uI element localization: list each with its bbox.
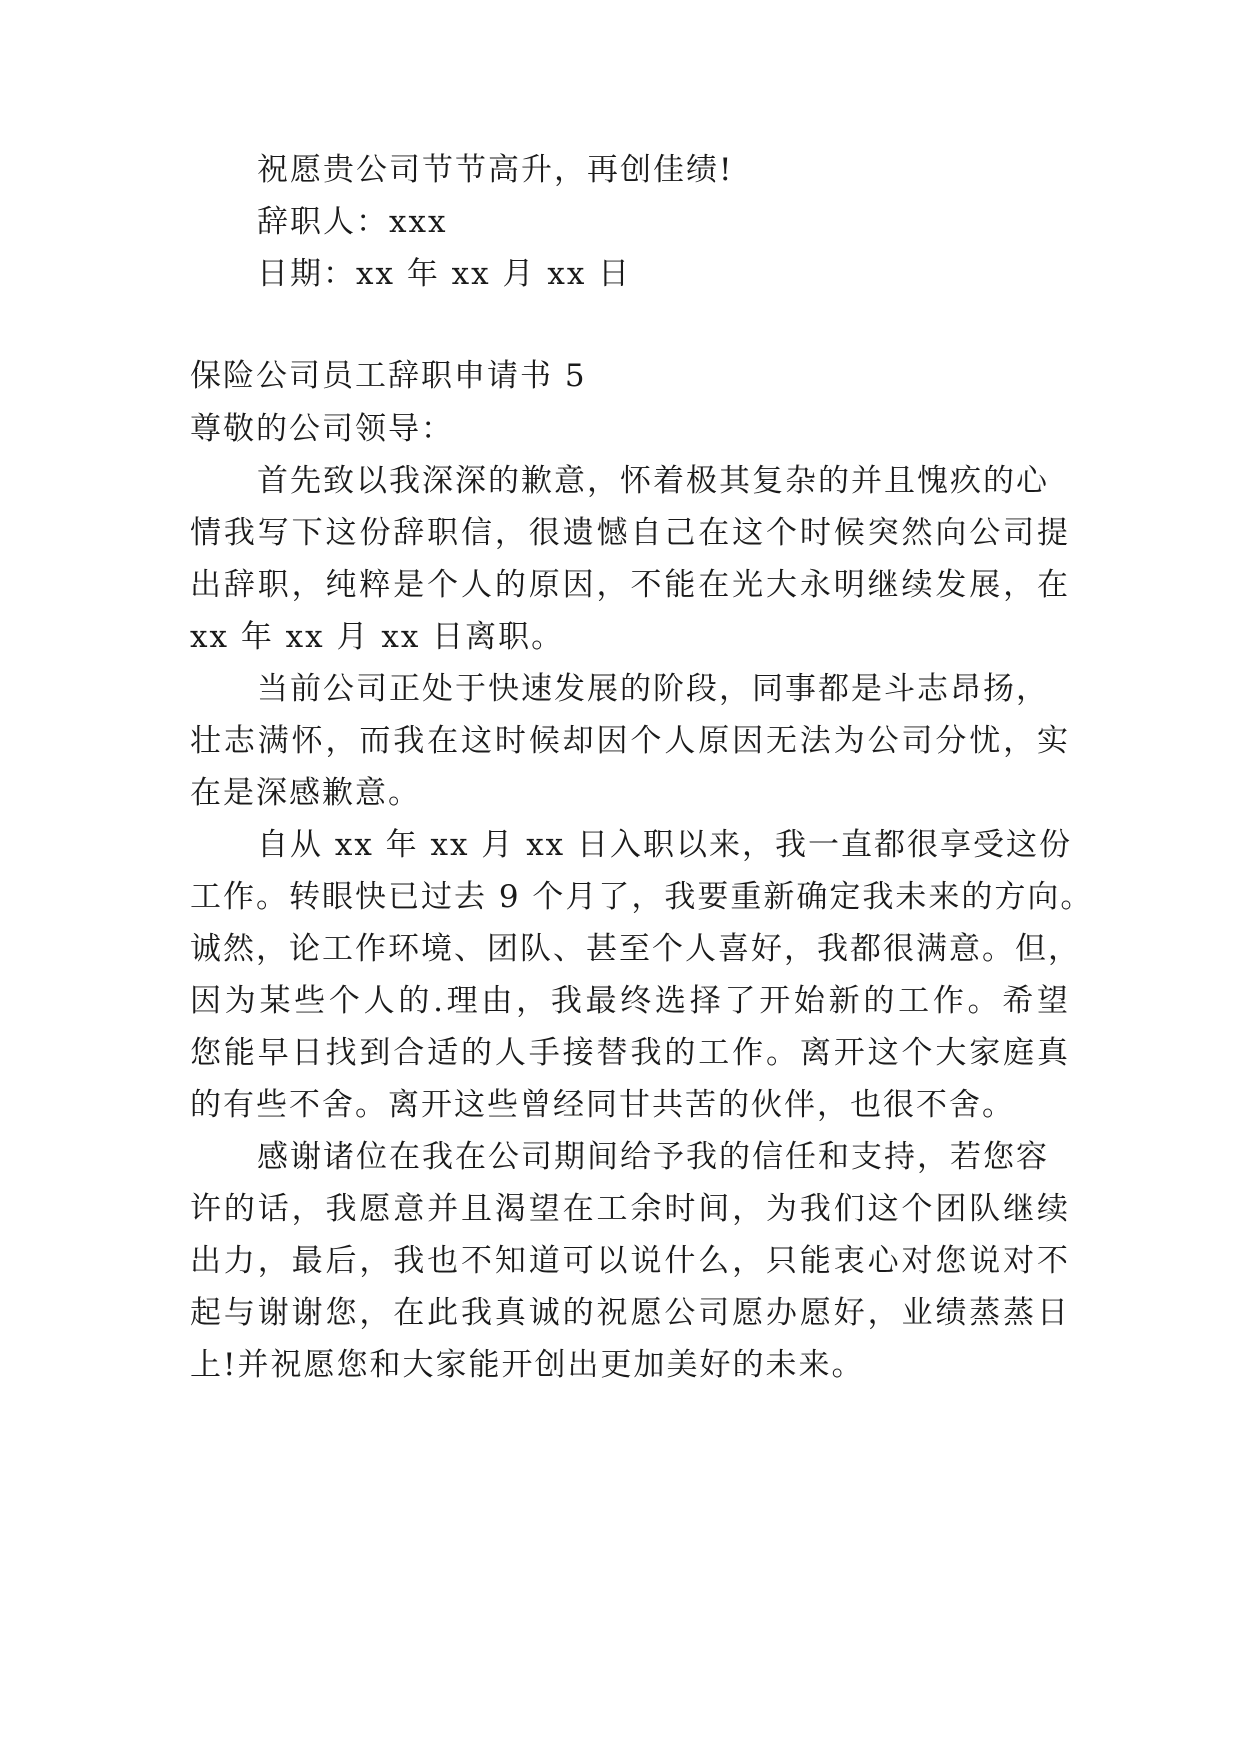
paragraph-4-line-3: 出力，最后，我也不知道可以说什么，只能衷心对您说对不: [190, 1243, 1070, 1279]
paragraph-1-line-1: 首先致以我深深的歉意，怀着极其复杂的并且愧疚的心: [257, 463, 1049, 499]
paragraph-4-line-4: 起与谢谢您，在此我真诚的祝愿公司愿办愿好，业绩蒸蒸日: [190, 1295, 1070, 1331]
paragraph-3-line-5: 您能早日找到合适的人手接替我的工作。离开这个大家庭真: [190, 1035, 1070, 1071]
paragraph-4-line-1: 感谢诸位在我在公司期间给予我的信任和支持，若您容: [257, 1139, 1049, 1175]
paragraph-1-line-3: 出辞职，纯粹是个人的原因，不能在光大永明继续发展，在: [190, 567, 1070, 603]
paragraph-3-line-3: 诚然，论工作环境、团队、甚至个人喜好，我都很满意。但，: [190, 931, 1081, 967]
date-line: 日期：xx 年 xx 月 xx 日: [257, 256, 632, 292]
paragraph-3-line-4: 因为某些个人的.理由，我最终选择了开始新的工作。希望: [190, 983, 1070, 1019]
paragraph-3-line-2: 工作。转眼快已过去 9 个月了，我要重新确定我未来的方向。: [190, 879, 1094, 915]
salutation: 尊敬的公司领导：: [190, 411, 454, 447]
paragraph-2-line-1: 当前公司正处于快速发展的阶段，同事都是斗志昂扬，: [257, 671, 1049, 707]
paragraph-3-line-1: 自从 xx 年 xx 月 xx 日入职以来，我一直都很享受这份: [257, 827, 1073, 863]
paragraph-2-line-3: 在是深感歉意。: [190, 775, 421, 811]
paragraph-2-line-2: 壮志满怀，而我在这时候却因个人原因无法为公司分忧，实: [190, 723, 1070, 759]
letter-title: 保险公司员工辞职申请书 5: [190, 358, 587, 394]
paragraph-4-line-5: 上!并祝愿您和大家能开创出更加美好的未来。: [190, 1347, 865, 1383]
paragraph-1-line-4: xx 年 xx 月 xx 日离职。: [190, 619, 565, 655]
closing-wish: 祝愿贵公司节节高升，再创佳绩!: [257, 152, 734, 188]
paragraph-4-line-2: 许的话，我愿意并且渴望在工余时间，为我们这个团队继续: [190, 1191, 1070, 1227]
paragraph-3-line-6: 的有些不舍。离开这些曾经同甘共苦的伙伴，也很不舍。: [190, 1087, 1015, 1123]
resigner-line: 辞职人：xxx: [257, 204, 448, 240]
paragraph-1-line-2: 情我写下这份辞职信，很遗憾自己在这个时候突然向公司提: [190, 515, 1070, 551]
